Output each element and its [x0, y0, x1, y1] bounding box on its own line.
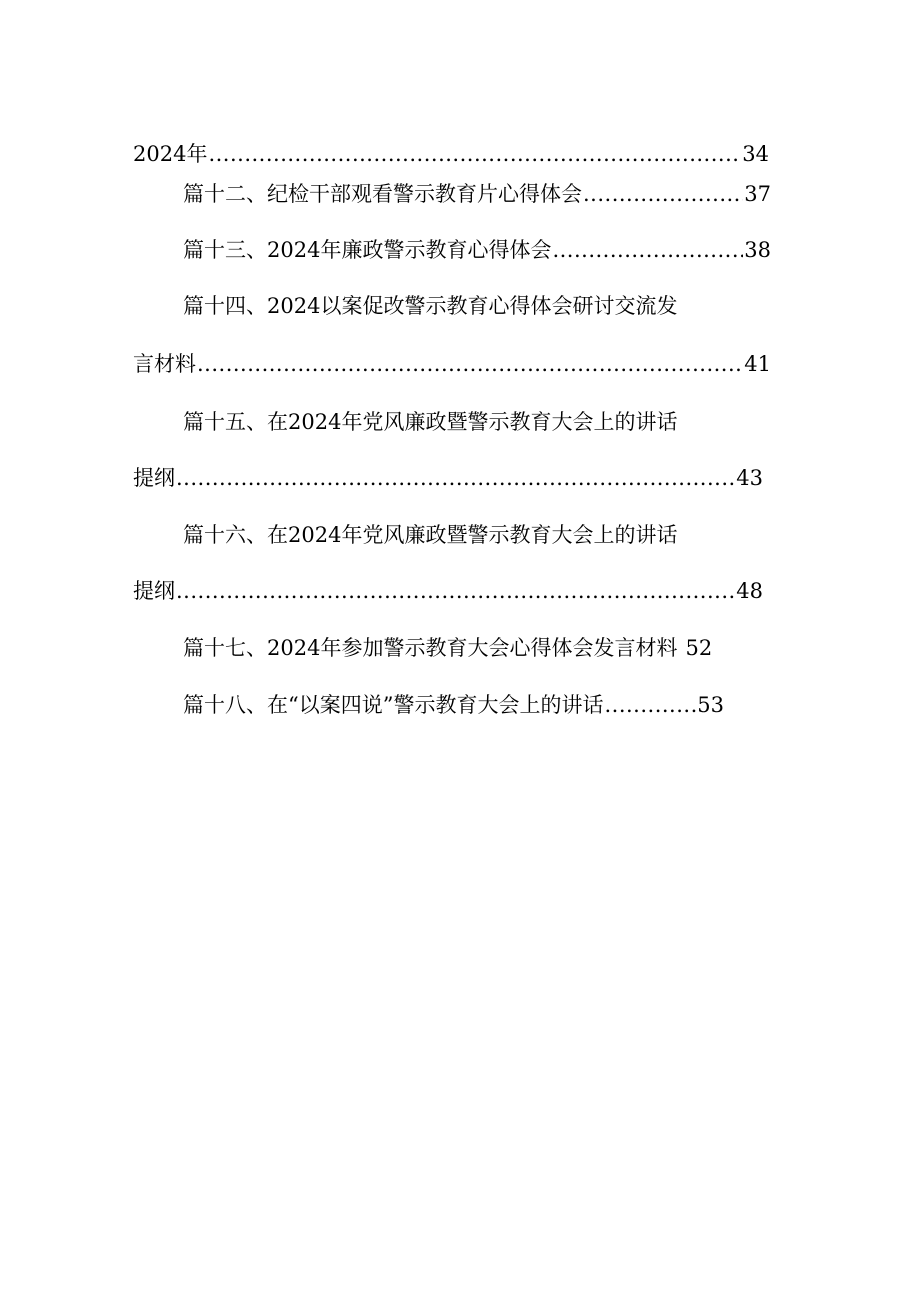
- toc-entry-text: 提纲: [133, 466, 175, 490]
- toc-entry-text: 篇十三、2024年廉政警示教育心得体会: [183, 238, 552, 262]
- toc-entry-text: 提纲: [133, 579, 175, 603]
- toc-entry-15-line-1[interactable]: 篇十五、在2024年党风廉政暨警示教育大会上的讲话: [183, 410, 678, 434]
- toc-page-number: 41: [744, 352, 771, 376]
- toc-leader-dots: [197, 350, 743, 378]
- toc-entry-18[interactable]: [183, 691, 724, 719]
- toc-entry-14-line-2[interactable]: [133, 350, 771, 378]
- toc-entry-12[interactable]: [183, 180, 771, 208]
- toc-entry-text: 言材料: [133, 352, 196, 376]
- toc-page-number: 37: [744, 182, 771, 206]
- toc-page-number: 48: [736, 579, 763, 603]
- toc-entry-text: 2024年: [133, 142, 208, 166]
- toc-entry-16-line-2[interactable]: [133, 577, 763, 605]
- toc-entry-text: 篇十八、在“以案四说”警示教育大会上的讲话: [183, 693, 604, 717]
- toc-page-number: 34: [742, 142, 769, 166]
- toc-leader-dots: [604, 691, 696, 719]
- toc-entry-13[interactable]: [183, 236, 771, 264]
- toc-leader-dots: [208, 140, 741, 168]
- toc-page-number: 43: [736, 466, 763, 490]
- toc-leader-dots: [176, 464, 735, 492]
- toc-entry-15-line-2[interactable]: [133, 464, 763, 492]
- toc-page-number: 38: [744, 238, 771, 262]
- toc-entry-11-continuation[interactable]: [133, 140, 769, 168]
- toc-leader-dots: [583, 180, 743, 208]
- toc-entry-text: 篇十七、2024年参加警示教育大会心得体会发言材料: [183, 636, 678, 660]
- toc-leader-dots: [176, 577, 735, 605]
- toc-page-number: 53: [697, 693, 724, 717]
- toc-entry-17[interactable]: [183, 634, 758, 662]
- toc-entry-16-line-1[interactable]: 篇十六、在2024年党风廉政暨警示教育大会上的讲话: [183, 523, 678, 547]
- toc-entry-text: 篇十二、纪检干部观看警示教育片心得体会: [183, 182, 582, 206]
- toc-leader-dots: [552, 236, 743, 264]
- toc-page-number: 52: [685, 636, 713, 660]
- toc-entry-14-line-1[interactable]: 篇十四、2024以案促改警示教育心得体会研讨交流发: [183, 294, 678, 318]
